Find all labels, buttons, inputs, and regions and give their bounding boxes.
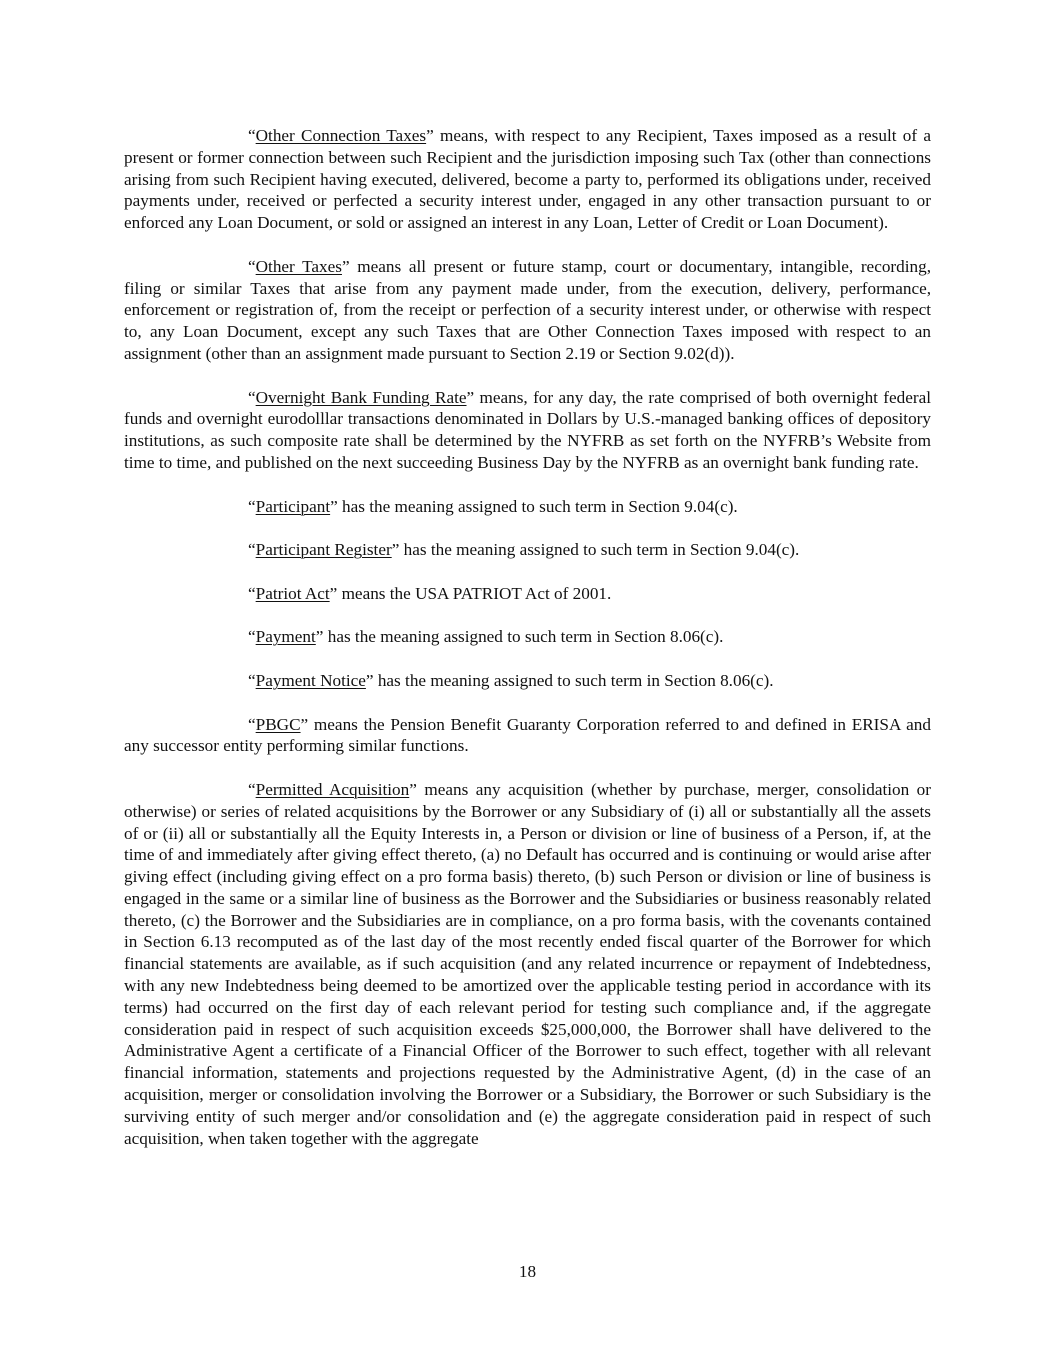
- definition-other-connection-taxes: “Other Connection Taxes” means, with respect to any Recipient, Taxes imposed as a result of a present or former connection between such Recipient and the jurisdiction imposing such Tax (other than connections arising from such Recipient having executed, delivered, become a party to, performed its obligations under, received payments under, received or perfected a security interest under, engaged in any other transaction pursuant to or enforced any Loan Document, or sold or assigned an interest in any Loan, Letter of Credit or Loan Document).: [124, 126, 932, 233]
- defined-term: Patriot Act: [255, 583, 330, 603]
- defined-term: Overnight Bank Funding Rate: [255, 387, 467, 407]
- defined-term: Participant: [255, 496, 331, 516]
- definition-text: ” means all present or future stamp, court or documentary, intangible, recording, filing or similar Taxes that arise from any payment made under, from the execution, delivery, performance, enforcement or registration of, from the receipt or perfection of a security interest under, or otherwise with respect to, any Loan Document, except any such Taxes that are Other Connection Taxes imposed with respect to an assignment (other than an assignment made pursuant to Section 2.19 or Section 9.02(d)).: [124, 256, 931, 363]
- definition-other-taxes: “Other Taxes” means all present or future stamp, court or documentary, intangible, recording, filing or similar Taxes that arise from any payment made under, from the execution, delivery, performance, enforcement or registration of, from the receipt or perfection of a security interest under, or otherwise with respect to, any Loan Document, except any such Taxes that are Other Connection Taxes imposed with respect to an assignment (other than an assignment made pursuant to Section 2.19 or Section 9.02(d)).: [124, 256, 931, 363]
- defined-term: Other Taxes: [255, 256, 342, 276]
- definition-text: ” has the meaning assigned to such term in Section 9.04(c).: [330, 496, 738, 516]
- definition-text: ” means, for any day, the rate comprised of both overnight federal funds and overnight eurodolllar transactions denominated in Dollars by U.S.-managed banking offices of depository institutions, as such composite rate shall be determined by the NYFRB as set forth on the NYFRB’s Website from time to time, and published on the next succeeding Business Day by the NYFRB as an overnight bank funding rate.: [124, 387, 932, 472]
- defined-term: Other Connection Taxes: [255, 126, 427, 145]
- defined-term: Payment: [255, 627, 316, 647]
- definition-permitted-acquisition: “Permitted Acquisition” means any acquisition (whether by purchase, merger, consolidation or otherwise) or series of related acquisitions by the Borrower or any Subsidiary of (i) all or substantially all the assets of or (ii) all or substantially all the Equity Interests in, a Person or division or line of business of a Person, if, at the time of and immediately after giving effect thereto, (a) no Default has occurred and is continuing or would arise after giving effect (including giving effect on a pro forma basis) thereto, (b) such Person or division or line of business is engaged in the same or a similar line of business as the Borrower and the Subsidiaries or business reasonably related thereto, (c) the Borrower and the Subsidiaries are in compliance, on a pro forma basis, with the covenants contained in Section 6.13 recomputed as of the last day of the most recently ended fiscal quarter of the Borrower for which financial statements are available, as if such acquisition (and any related incurrence or repayment of Indebtedness, with any new Indebtedness being deemed to be amortized over the applicable testing period in accordance with its terms) had occurred on the first day of each relevant period for testing such compliance and, if the aggregate consideration paid in respect of such acquisition exceeds $25,000,000, the Borrower shall have delivered to the Administrative Agent a certificate of a Financial Officer of the Borrower to such effect, together with all relevant financial information, statements and projections requested by the Administrative Agent, (d) in the case of an acquisition, merger or consolidation involving the Borrower or a Subsidiary, the Borrower or such Subsidiary is the surviving entity of such merger and/or consolidation and (e) the aggregate consideration paid in respect of such acquisition, when taken together with the aggregate: [124, 779, 932, 1148]
- defined-term: Participant Register: [255, 540, 392, 560]
- definition-text: ” means, with respect to any Recipient, Taxes imposed as a result of a present or former connection between such Recipient and the jurisdiction imposing such Tax (other than connections arising from such Recipient having executed, delivered, become a party to, performed its obligations under, received payments under, received or perfected a security interest under, engaged in any other transaction pursuant to or enforced any Loan Document, or sold or assigned an interest in any Loan, Letter of Credit or Loan Document).: [124, 126, 932, 233]
- definition-text: ” means the USA PATRIOT Act of 2001.: [329, 583, 612, 603]
- definition-pbgc: “PBGC” means the Pension Benefit Guaranty Corporation referred to and defined in ERISA and any successor entity performing similar functions.: [124, 714, 931, 756]
- definition-patriot-act: “Patriot Act” means the USA PATRIOT Act of 2001.: [248, 583, 612, 603]
- page-number: 18: [518, 1262, 537, 1281]
- definition-text: ” means any acquisition (whether by purchase, merger, consolidation or otherwise) or series of related acquisitions by the Borrower or any Subsidiary of (i) all or substantially all the assets of or (ii) all or substantially all the Equity Interests in, a Person or division or line of business of a Person, if, at the time of and immediately after giving effect thereto, (a) no Default has occurred and is continuing or would arise after giving effect (including giving effect on a pro forma basis) thereto, (b) such Person or division or line of business is engaged in the same or a similar line of business as the Borrower and the Subsidiaries or business reasonably related thereto, (c) the Borrower and the Subsidiaries are in compliance, on a pro forma basis, with the covenants contained in Section 6.13 recomputed as of the last day of the most recently ended fiscal quarter of the Borrower for which financial statements are available, as if such acquisition (and any related incurrence or repayment of Indebtedness, with any new Indebtedness being deemed to be amortized over the applicable testing period in accordance with its terms) had occurred on the first day of each relevant period for testing such compliance and, if the aggregate consideration paid in respect of such acquisition exceeds $25,000,000, the Borrower shall have delivered to the Administrative Agent a certificate of a Financial Officer of the Borrower to such effect, together with all relevant financial information, statements and projections requested by the Administrative Agent, (d) in the case of an acquisition, merger or consolidation involving the Borrower or a Subsidiary, the Borrower or such Subsidiary is the surviving entity of such merger and/or consolidation and (e) the aggregate consideration paid in respect of such acquisition, when taken together with the aggregate: [124, 779, 932, 1148]
- definition-participant: “Participant” has the meaning assigned to such term in Section 9.04(c).: [248, 496, 738, 516]
- defined-term: Payment Notice: [255, 670, 366, 690]
- defined-term: PBGC: [255, 714, 301, 734]
- defined-term: Permitted Acquisition: [255, 779, 410, 799]
- definition-text: ” has the meaning assigned to such term in Section 8.06(c).: [315, 627, 724, 647]
- definition-text: ” means the Pension Benefit Guaranty Corporation referred to and defined in ERISA and any successor entity performing similar functions.: [124, 714, 931, 756]
- definition-text: ” has the meaning assigned to such term in Section 8.06(c).: [365, 670, 774, 690]
- definition-participant-register: “Participant Register” has the meaning assigned to such term in Section 9.04(c).: [248, 540, 800, 560]
- definitions-body: [124, 125, 931, 1171]
- definition-text: ” has the meaning assigned to such term in Section 9.04(c).: [391, 540, 800, 560]
- definition-payment: “Payment” has the meaning assigned to such term in Section 8.06(c).: [248, 627, 724, 647]
- definition-overnight-bank-funding-rate: “Overnight Bank Funding Rate” means, for any day, the rate comprised of both overnight federal funds and overnight eurodolllar transactions denominated in Dollars by U.S.-managed banking offices of depository institutions, as such composite rate shall be determined by the NYFRB as set forth on the NYFRB’s Website from time to time, and published on the next succeeding Business Day by the NYFRB as an overnight bank funding rate.: [124, 387, 932, 472]
- definition-payment-notice: “Payment Notice” has the meaning assigned to such term in Section 8.06(c).: [248, 670, 774, 690]
